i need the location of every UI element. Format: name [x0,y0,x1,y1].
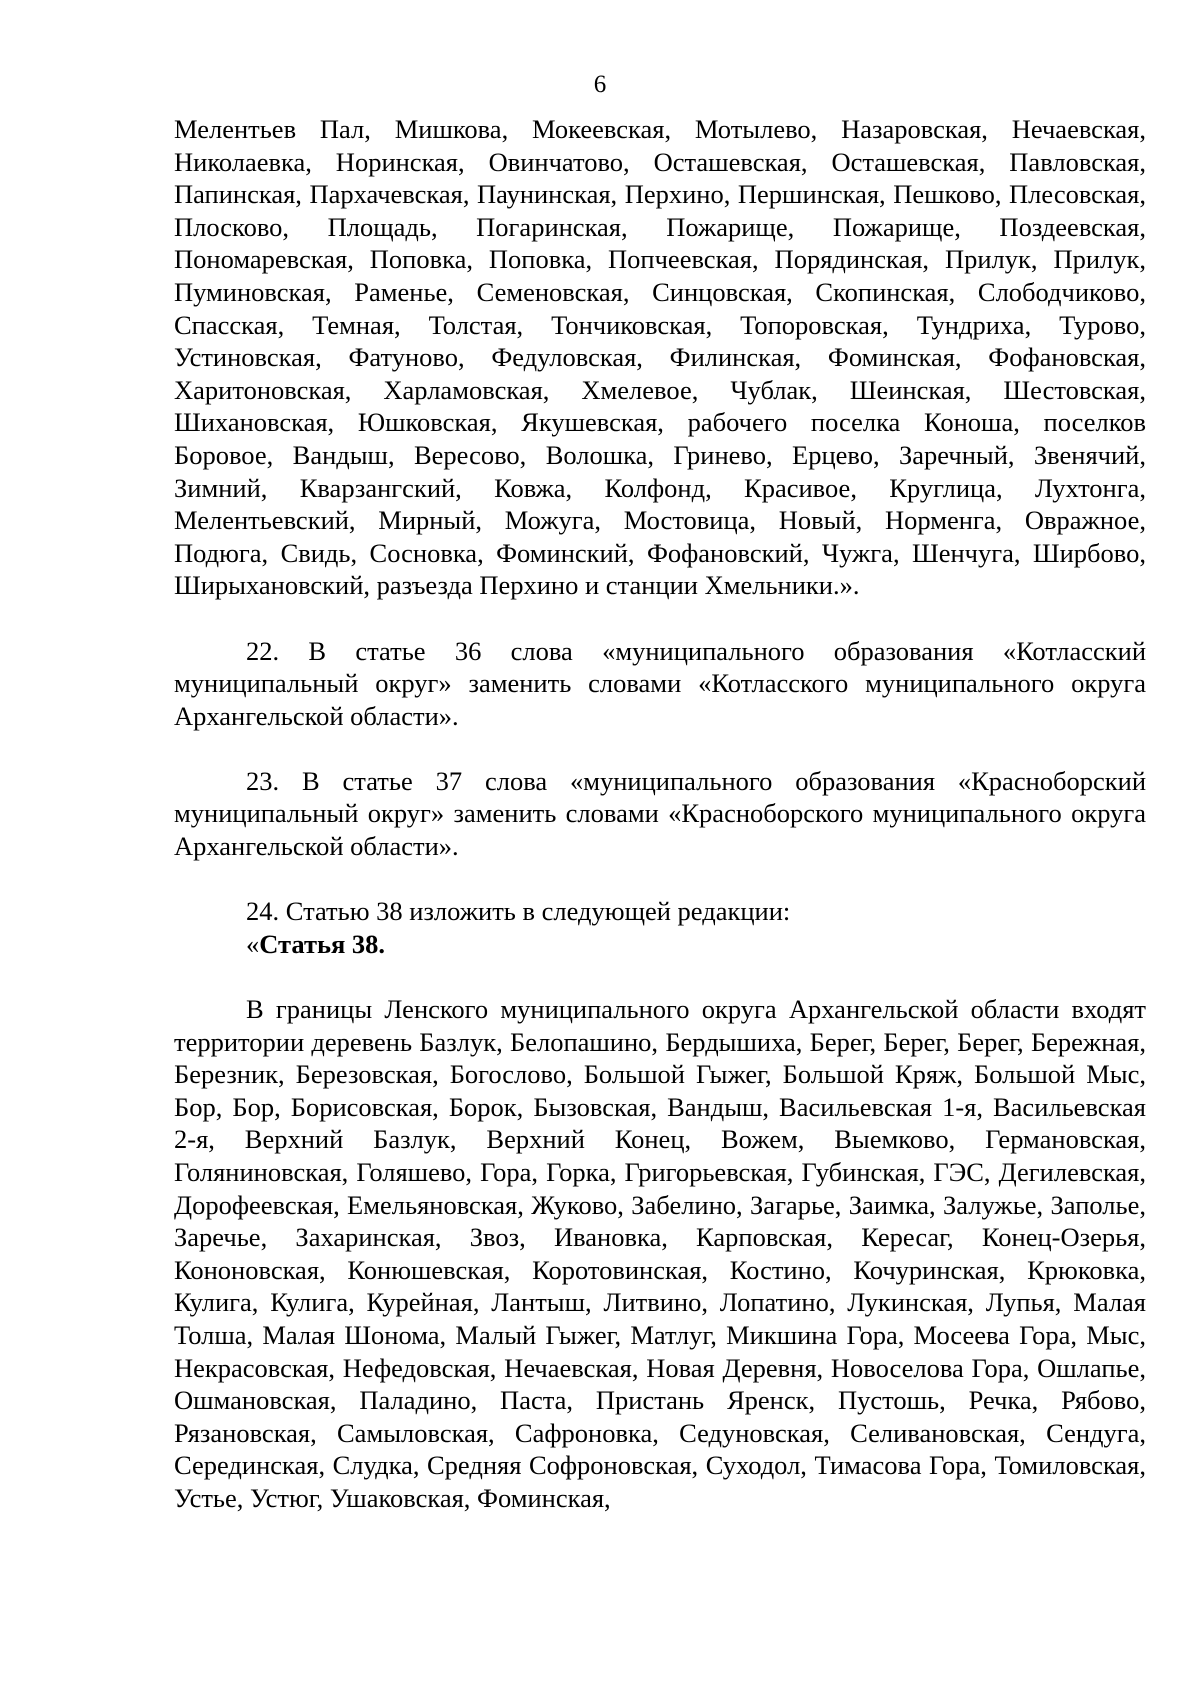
paragraph-gap [174,960,1146,993]
article-open-quote: « [246,928,260,959]
paragraph-gap [174,863,1146,896]
article-heading-line [174,928,1146,961]
page-number: 6 [593,71,607,98]
item-23-paragraph: 23. В статье 37 слова «муниципального образования «Красноборский муниципальный округ» заменить словами «Красноборского муниципального округа Архангельской области». [174,765,1146,862]
paragraph-gap [174,732,1146,765]
item-24-paragraph: 24. Статью 38 изложить в следующей редакции: [246,896,791,927]
paragraph-gap [174,602,1146,635]
item-22-paragraph: 22. В статье 36 слова «муниципального образования «Котласский муниципальный округ» заменить словами «Котласского муниципального округа Архангельской области». [174,635,1146,731]
article-38-text: В границы Ленского муниципального округа Архангельской области входят территории деревень Базлук, Белопашино, Бердышиха, Берег, Берег, Берег, Бережная, Березник, Березовская, Богослово, Большой Гыжег, Большой Кряж, Большой Мыс, Бор, Бор, Борисовская, Борок, Бызовская, Вандыш, Васильевская 1-я, Васильевская 2-я, Верхний Базлук, Верхний Конец, Вожем, Выемково, Германовская, Голяниновская, Голяшево, Гора, Горка, Григорьевская, Губинская, ГЭС, Дегилевская, Дорофеевская, Емельяновская, Жуково, Забелино, Загарье, Заимка, Залужье, Заполье, Заречье, Захаринская, Звоз, Ивановка, Карповская, Кересаг, Конец-Озерья, Кононовская, Конюшевская, Коротовинская, Костино, Кочуринская, Крюковка, Кулига, Кулига, Курейная, Лантыш, Литвино, Лопатино, Лукинская, Лупья, Малая Толша, Малая Шонома, Малый Гыжег, Матлуг, Микшина Гора, Мосеева Гора, Мыс, Некрасовская, Нефедовская, Нечаевская, Новая Деревня, Новоселова Гора, Ошлапье, Ошмановская, Паладино, Паста, Пристань Яренск, Пустошь, Речка, Рябово, Рязановская, Самыловская, Сафроновка, Седуновская, Селивановская, Сендуга, Серединская, Слудка, Средняя Софроновская, Суходол, Тимасова Гора, Томиловская, Устье, Устюг, Ушаковская, Фоминская, [174,994,1146,1513]
document-body [174,113,1146,1515]
article-heading: Статья 38. [259,928,386,959]
continuation-paragraph: Мелентьев Пал, Мишкова, Мокеевская, Мотылево, Назаровская, Нечаевская, Николаевка, Норинская, Овинчатово, Осташевская, Осташевская, Павловская, Папинская, Пархачевская, Паунинская, Перхино, Першинская, Пешково, Плесовская, Плосково, Площадь, Погаринская, Пожарище, Пожарище, Поздеевская, Пономаревская, Поповка, Поповка, Попчеевская, Порядинская, Прилук, Прилук, Пуминовская, Раменье, Семеновская, Синцовская, Скопинская, Слободчиково, Спасская, Темная, Толстая, Тончиковская, Топоровская, Тундриха, Турово, Устиновская, Фатуново, Федуловская, Филинская, Фоминская, Фофановская, Харитоновская, Харламовская, Хмелевое, Чублак, Шеинская, Шестовская, Шихановская, Юшковская, Якушевская, рабочего поселка Коноша, поселков Боровое, Вандыш, Вересово, Волошка, Гринево, Ерцево, Заречный, Звенячий, Зимний, Кварзангский, Ковжа, Колфонд, Красивое, Круглица, Лухтонга, Мелентьевский, Мирный, Можуга, Мостовица, Новый, Норменга, Овражное, Подюга, Свидь, Сосновка, Фоминский, Фофановский, Чужга, Шенчуга, Ширбово, Ширыхановский, разъезда Перхино и станции Хмельники.». [174,114,1146,601]
